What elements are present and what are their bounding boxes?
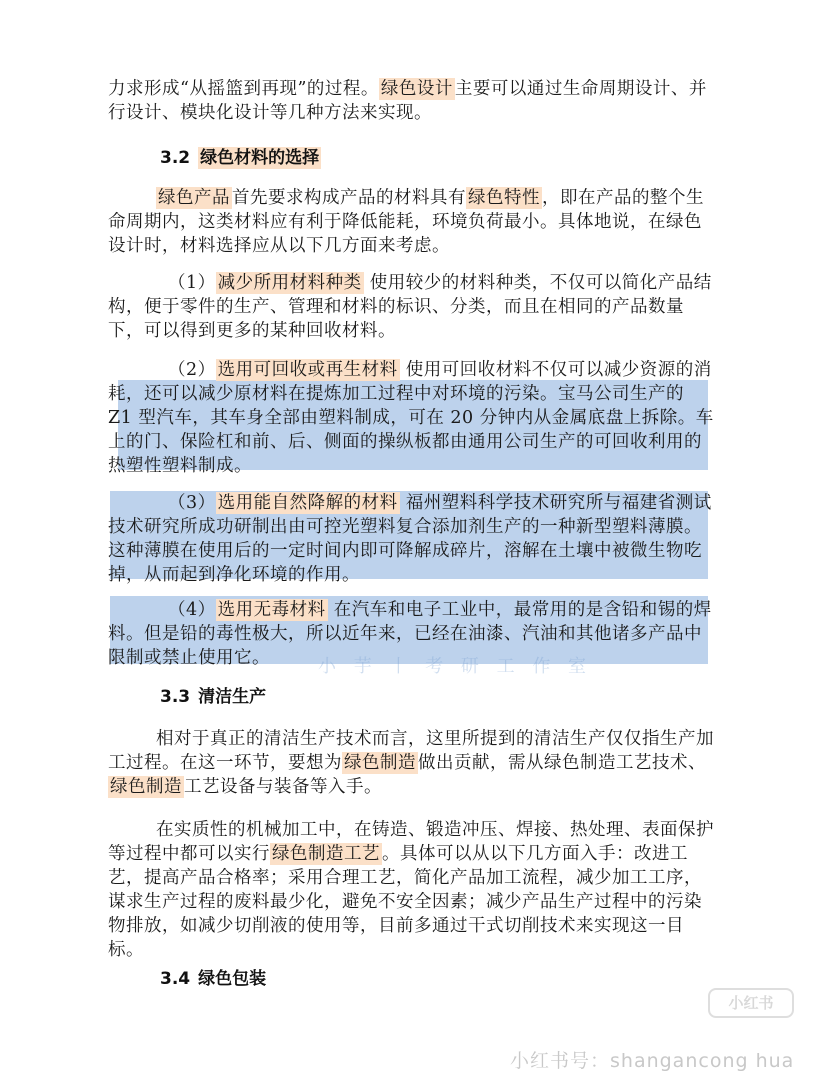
section-heading-3-2: 3.2 绿色材料的选择 [160,148,320,168]
paragraph-design-methods: 力求形成“从摇篮到再现”的过程。 绿色设计 主要可以通过生命周期设计、并行设计、模块化设计等几种方法来实现。 [108,79,707,123]
highlight-green-manufacturing-2: 绿色制造 [110,777,182,797]
list-item-1: （1） 减少所用材料种类 使用较少的材料种类，不仅可以简化产品结构，便于零件的生产、管理和材料的标识、分类，而且在相同的产品数量下，可以得到更多的某种回收材料。 [108,273,712,341]
highlight-green-process: 绿色制造工艺 [272,844,380,864]
highlight-green-design: 绿色设计 [380,79,453,99]
highlight-item-1: 减少所用材料种类 [217,273,362,293]
paragraph-green-materials: 绿色产品 首先要求构成产品的材料具有 绿色特性 ，即在产品的整个生命周期内，这类材料应有利于降低能耗，环境负荷最小。具体地说，在绿色设计时，材料选择应从以下几方面来考虑。 [108,188,704,256]
highlight-green-manufacturing-1: 绿色制造 [344,753,416,773]
list-item-2: （2） 选用可回收或再生材料 使用可回收材料不仅可以减少资源的消耗，还可以减少原材料在提炼加工过程中对环境的污染。宝马公司生产的 Z1 型汽车，其车身全部由塑料制成，可在 20 分钟内从金属底盘上拆除。车上的门、保险杠和前、后、侧面的操纵板都由通用公司生产的可回收利用的热塑性塑料制成。 [108,360,714,476]
paragraph-clean-production: 相对于真正的清洁生产技术而言，这里所提到的清洁生产仅仅指生产加工过程。在这一环节，要想为 绿色制造 做出贡献，需从绿色制造工艺技术、绿色制造 工艺设备与装备等入手。 [108,729,714,797]
studio-watermark: 小 芋 丨 考 研 工 作 室 [318,656,593,677]
xiaohongshu-logo-watermark: 小红书 [708,988,794,1018]
blue-text-bmw: 宝马公司生产的 Z1 型汽车，其车身全部由塑料制成，可在 20 分钟内从金属底盘上拆除。车上的门、保险杠和前、后、侧面的操纵板都由通用公司生产的可回收利用的热塑性塑料制成。 [108,384,714,476]
highlight-item-2: 选用可回收或再生材料 [217,360,398,380]
account-handle-watermark: 小红书号：shangancong hua [510,1050,795,1072]
highlight-green-property: 绿色特性 [468,188,540,208]
highlight-item-3: 选用能自然降解的材料 [217,493,398,513]
list-item-3: （3） 选用能自然降解的材料 福州塑料科学技术研究所与福建省测试技术研究所成功研制出由可控光塑料复合添加剂生产的一种新型塑料薄膜。这种薄膜在使用后的一定时间内即可降解成碎片，溶解在土壤中被微生物吃掉，从而起到净化环境的作用。 [108,493,712,585]
highlight-green-product: 绿色产品 [158,188,230,208]
section-heading-3-4: 3.4 绿色包装 [160,969,267,989]
list-item-4: （4） 选用无毒材料 在汽车和电子工业中，最常用的是含铅和锡的焊料。但是铅的毒性极大，所以近年来，已经在油漆、汽油和其他诸多产品中限制或禁止使用它。 [108,600,712,668]
highlight-item-4: 选用无毒材料 [217,600,326,620]
paragraph-machining: 在实质性的机械加工中，在铸造、锻造冲压、焊接、热处理、表面保护等过程中都可以实行 绿色制造工艺 。具体可以从以下几方面入手：改进工艺，提高产品合格率；采用合理工艺，简化产品加工流程，减少加工工序，谋求生产过程的废料最少化，避免不安全因素；减少产品生产过程中的污染物排放，如减少切削液的使用等，目前多通过干式切削技术来实现这一目标。 [108,820,714,960]
section-heading-3-3: 3.3 清洁生产 [160,687,267,707]
